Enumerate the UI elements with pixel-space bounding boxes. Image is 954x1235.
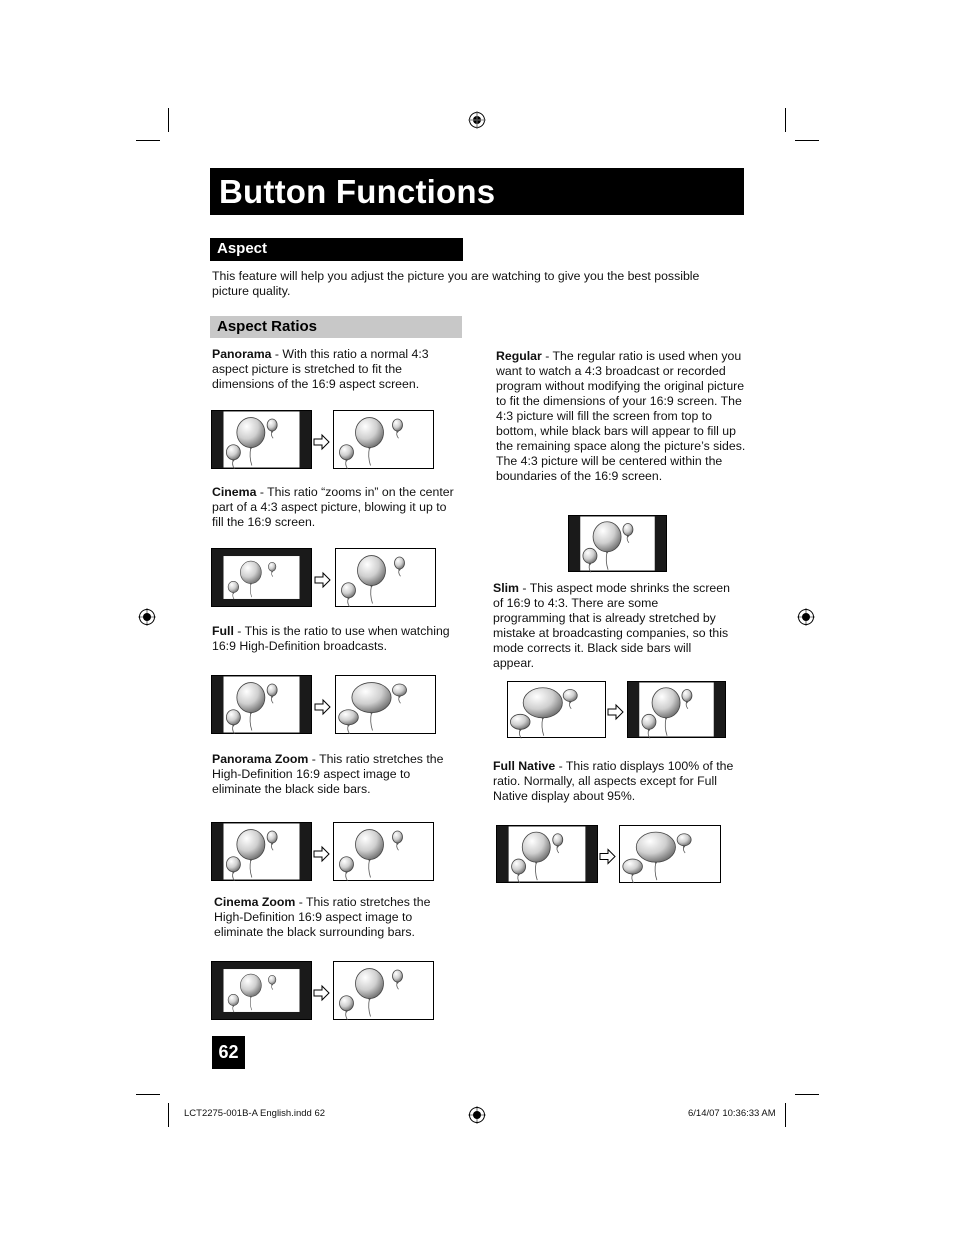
arrow-icon (315, 700, 330, 714)
cinema-zoom-illustration (211, 961, 435, 1021)
intro-paragraph: This feature will help you adjust the picture you are watching to give you the best possible picture quality. (212, 269, 700, 298)
full-illustration (211, 675, 437, 735)
mode-name: Full (212, 624, 234, 638)
cinema-illustration (211, 548, 437, 608)
mode-name: Cinema (212, 485, 257, 499)
mode-name: Cinema Zoom (214, 895, 296, 909)
page-title: Button Functions (219, 173, 496, 210)
panorama-description: Panorama - With this ratio a normal 4:3 aspect picture is stretched to fit the dimensions of the 16:9 aspect screen. (212, 347, 429, 391)
crop-mark (136, 140, 160, 141)
page-number: 62 (218, 1042, 239, 1062)
slim-illustration (507, 681, 727, 739)
page-number-box (212, 1036, 245, 1069)
full-native-illustration (496, 825, 722, 884)
crop-mark (795, 140, 819, 141)
crop-mark (785, 1103, 786, 1127)
registration-mark-icon (797, 608, 815, 626)
mode-name: Panorama (212, 347, 272, 361)
subsection-heading-bar (210, 316, 462, 338)
crop-mark (136, 1094, 160, 1095)
registration-mark-icon (468, 111, 486, 129)
crop-mark (168, 1103, 169, 1127)
section-heading-bar (210, 238, 463, 261)
crop-mark (168, 108, 169, 132)
panorama-illustration (211, 410, 435, 470)
mode-name: Panorama Zoom (212, 752, 309, 766)
regular-description: Regular - The regular ratio is used when you want to watch a 4:3 broadcast or recorded program without modifying the original picture to fit the dimensions of your 16:9 screen. The 4:3 picture will fill the screen from top to bottom, while black bars will appear to fill up the remaining space along the picture’s sides. The 4:3 picture will be centered within the boundaries of the 16:9 screen. (496, 349, 746, 483)
arrow-icon (315, 573, 330, 587)
footer-timestamp: 6/14/07 10:36:33 AM (688, 1108, 776, 1119)
full-native-description: Full Native - This ratio displays 100% of the ratio. Normally, all aspects except for Full Native display about 95%. (493, 759, 734, 803)
regular-illustration (568, 515, 668, 573)
slim-description: Slim - This aspect mode shrinks the screen of 16:9 to 4:3. There are some programming that is already stretched by mistake at broadcasting companies, so this mode corrects it. Black side bars will appear. (493, 581, 730, 670)
crop-mark (785, 108, 786, 132)
mode-name: Full Native (493, 759, 556, 773)
mode-name: Slim (493, 581, 519, 595)
mode-name: Regular (496, 349, 542, 363)
page-title-bar (210, 168, 744, 215)
cinema-zoom-description: Cinema Zoom - This ratio stretches the High-Definition 16:9 aspect image to eliminate the black surrounding bars. (214, 895, 431, 939)
footer-file-name: LCT2275-001B-A English.indd 62 (184, 1108, 326, 1119)
panorama-zoom-illustration (211, 822, 435, 882)
registration-mark-icon (138, 608, 156, 626)
arrow-icon (314, 435, 329, 449)
arrow-icon (314, 986, 329, 1000)
registration-mark-icon (468, 1106, 486, 1124)
section-heading: Aspect (217, 240, 268, 257)
cinema-description: Cinema - This ratio “zooms in” on the center part of a 4:3 aspect picture, blowing it up to fill the 16:9 screen. (212, 485, 454, 529)
arrow-icon (600, 850, 615, 864)
panorama-zoom-description: Panorama Zoom - This ratio stretches the High-Definition 16:9 aspect image to eliminate the black side bars. (212, 752, 444, 796)
full-description: Full - This is the ratio to use when watching 16:9 High-Definition broadcasts. (212, 624, 450, 653)
arrow-icon (314, 847, 329, 861)
subsection-heading: Aspect Ratios (217, 318, 318, 335)
arrow-icon (608, 705, 623, 719)
crop-mark (795, 1094, 819, 1095)
